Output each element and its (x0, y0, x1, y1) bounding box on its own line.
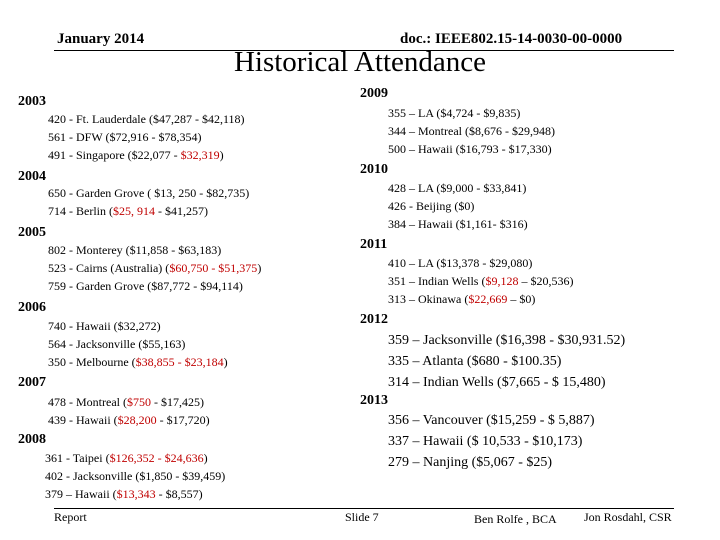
attendance-entry (388, 410, 595, 431)
attendance-entry (388, 122, 555, 140)
entry-text: 355 – LA ($4,724 - $9,835) (388, 106, 521, 120)
year-heading: 2011 (360, 237, 388, 252)
entry-text: 650 - Garden Grove ( $13, 250 - $82,735) (48, 186, 250, 200)
entry-text: 439 - Hawaii ( (48, 413, 118, 427)
attendance-list (388, 254, 573, 308)
entry-text: 361 - Taipei ( (45, 451, 110, 465)
attendance-entry (388, 351, 625, 372)
entry-text: ) (219, 148, 224, 162)
highlight-amount: $9,128 (485, 274, 519, 288)
entry-text: 802 - Monterey ($11,858 - $63,183) (48, 243, 222, 257)
attendance-entry (48, 335, 228, 353)
attendance-entry (388, 290, 573, 308)
attendance-list (45, 449, 225, 503)
year-heading: 2003 (18, 94, 46, 109)
entry-text: 478 - Montreal ( (48, 395, 127, 409)
attendance-list (48, 393, 210, 429)
entry-text: - $41,257) (155, 204, 208, 218)
entry-text: 337 – Hawaii ($ 10,533 - $10,173) (388, 434, 583, 449)
attendance-entry (388, 140, 555, 158)
entry-text: 491 - Singapore ($22,077 - (48, 148, 181, 162)
attendance-list (48, 184, 249, 220)
entry-text: 564 - Jacksonville ($55,163) (48, 337, 186, 351)
attendance-entry (388, 104, 555, 122)
attendance-list (48, 110, 245, 164)
highlight-amount: $126,352 - $24,636 (109, 451, 204, 465)
year-heading: 2007 (18, 375, 46, 390)
footer-author: Ben Rolfe , BCA (474, 512, 557, 526)
entry-text: - $17,720) (156, 413, 210, 427)
entry-text: ) (257, 261, 262, 275)
year-heading: 2006 (18, 300, 46, 315)
entry-text: 351 – Indian Wells ( (388, 274, 486, 288)
attendance-entry (388, 431, 595, 452)
entry-text: 420 - Ft. Lauderdale ($47,287 - $42,118) (48, 112, 245, 126)
entry-text: 740 - Hawaii ($32,272) (48, 319, 161, 333)
header-doc-id: doc.: IEEE802.15-14-0030-00-0000 (400, 31, 623, 47)
attendance-entry (388, 452, 595, 473)
highlight-amount: $13,343 (116, 487, 156, 501)
attendance-entry (48, 259, 261, 277)
footer-rule (54, 508, 674, 509)
attendance-entry (48, 411, 210, 429)
attendance-list (48, 317, 228, 371)
footer-affiliation: Jon Rosdahl, CSR (584, 510, 672, 524)
entry-text: 350 - Melbourne ( (48, 355, 136, 369)
attendance-entry (48, 317, 228, 335)
attendance-entry (48, 110, 245, 128)
attendance-entry (388, 179, 528, 197)
entry-text: 500 – Hawaii ($16,793 - $17,330) (388, 142, 552, 156)
year-heading: 2009 (360, 86, 388, 101)
year-heading: 2010 (360, 162, 388, 177)
year-heading: 2012 (360, 312, 388, 327)
entry-text: - $17,425) (150, 395, 204, 409)
attendance-entry (388, 215, 528, 233)
attendance-list (388, 330, 625, 393)
header-date: January 2014 (57, 31, 145, 47)
attendance-entry (48, 128, 245, 146)
entry-text: 561 - DFW ($72,916 - $78,354) (48, 130, 202, 144)
attendance-entry (45, 449, 225, 467)
attendance-entry (45, 485, 225, 503)
entry-text: 410 – LA ($13,378 - $29,080) (388, 256, 533, 270)
highlight-amount: $60,750 - $51,375 (169, 261, 258, 275)
attendance-entry (388, 272, 573, 290)
attendance-entry (48, 241, 261, 259)
entry-text: 402 - Jacksonville ($1,850 - $39,459) (45, 469, 226, 483)
attendance-entry (45, 467, 225, 485)
attendance-entry (388, 254, 573, 272)
attendance-entry (48, 202, 249, 220)
entry-text: 428 – LA ($9,000 - $33,841) (388, 181, 527, 195)
year-heading: 2008 (18, 432, 46, 447)
footer-slide-number: Slide 7 (345, 510, 379, 524)
attendance-entry (48, 146, 245, 164)
highlight-amount: $750 (126, 395, 151, 409)
attendance-list (388, 410, 595, 473)
attendance-list (388, 104, 555, 158)
attendance-entry (48, 277, 261, 295)
year-heading: 2013 (360, 393, 388, 408)
entry-text: 759 - Garden Grove ($87,772 - $94,114) (48, 279, 243, 293)
attendance-entry (48, 393, 210, 411)
entry-text: – $20,536) (518, 274, 574, 288)
year-heading: 2005 (18, 225, 46, 240)
attendance-list (48, 241, 261, 295)
attendance-entry (48, 184, 249, 202)
page-title: Historical Attendance (233, 46, 487, 78)
footer-report: Report (54, 510, 87, 524)
entry-text: 279 – Nanjing ($5,067 - $25) (388, 455, 553, 470)
entry-text: 523 - Cairns (Australia) ( (48, 261, 170, 275)
entry-text: 313 – Okinawa ( (388, 292, 469, 306)
entry-text: 359 – Jacksonville ($16,398 - $30,931.52) (388, 333, 626, 348)
entry-text: ) (223, 355, 228, 369)
attendance-entry (388, 372, 625, 393)
entry-text: 314 – Indian Wells ($7,665 - $ 15,480) (388, 375, 606, 390)
entry-text: ) (203, 451, 208, 465)
attendance-entry (48, 353, 228, 371)
entry-text: 335 – Atlanta ($680 - $100.35) (388, 354, 562, 369)
attendance-entry (388, 197, 528, 215)
entry-text: - $8,557) (155, 487, 203, 501)
entry-text: 384 – Hawaii ($1,161- $316) (388, 217, 528, 231)
entry-text: 379 – Hawaii ( (45, 487, 117, 501)
entry-text: – $0) (507, 292, 536, 306)
highlight-amount: $38,855 - $23,184 (135, 355, 224, 369)
entry-text: 714 - Berlin ( (48, 204, 113, 218)
highlight-amount: $22,669 (468, 292, 508, 306)
highlight-amount: $28,200 (117, 413, 157, 427)
attendance-list (388, 179, 528, 233)
highlight-amount: $25, 914 (113, 204, 155, 218)
entry-text: 426 - Beijing ($0) (388, 199, 475, 213)
highlight-amount: $32,319 (180, 148, 220, 162)
attendance-entry (388, 330, 625, 351)
entry-text: 344 – Montreal ($8,676 - $29,948) (388, 124, 555, 138)
entry-text: 356 – Vancouver ($15,259 - $ 5,887) (388, 413, 595, 428)
year-heading: 2004 (18, 169, 46, 184)
